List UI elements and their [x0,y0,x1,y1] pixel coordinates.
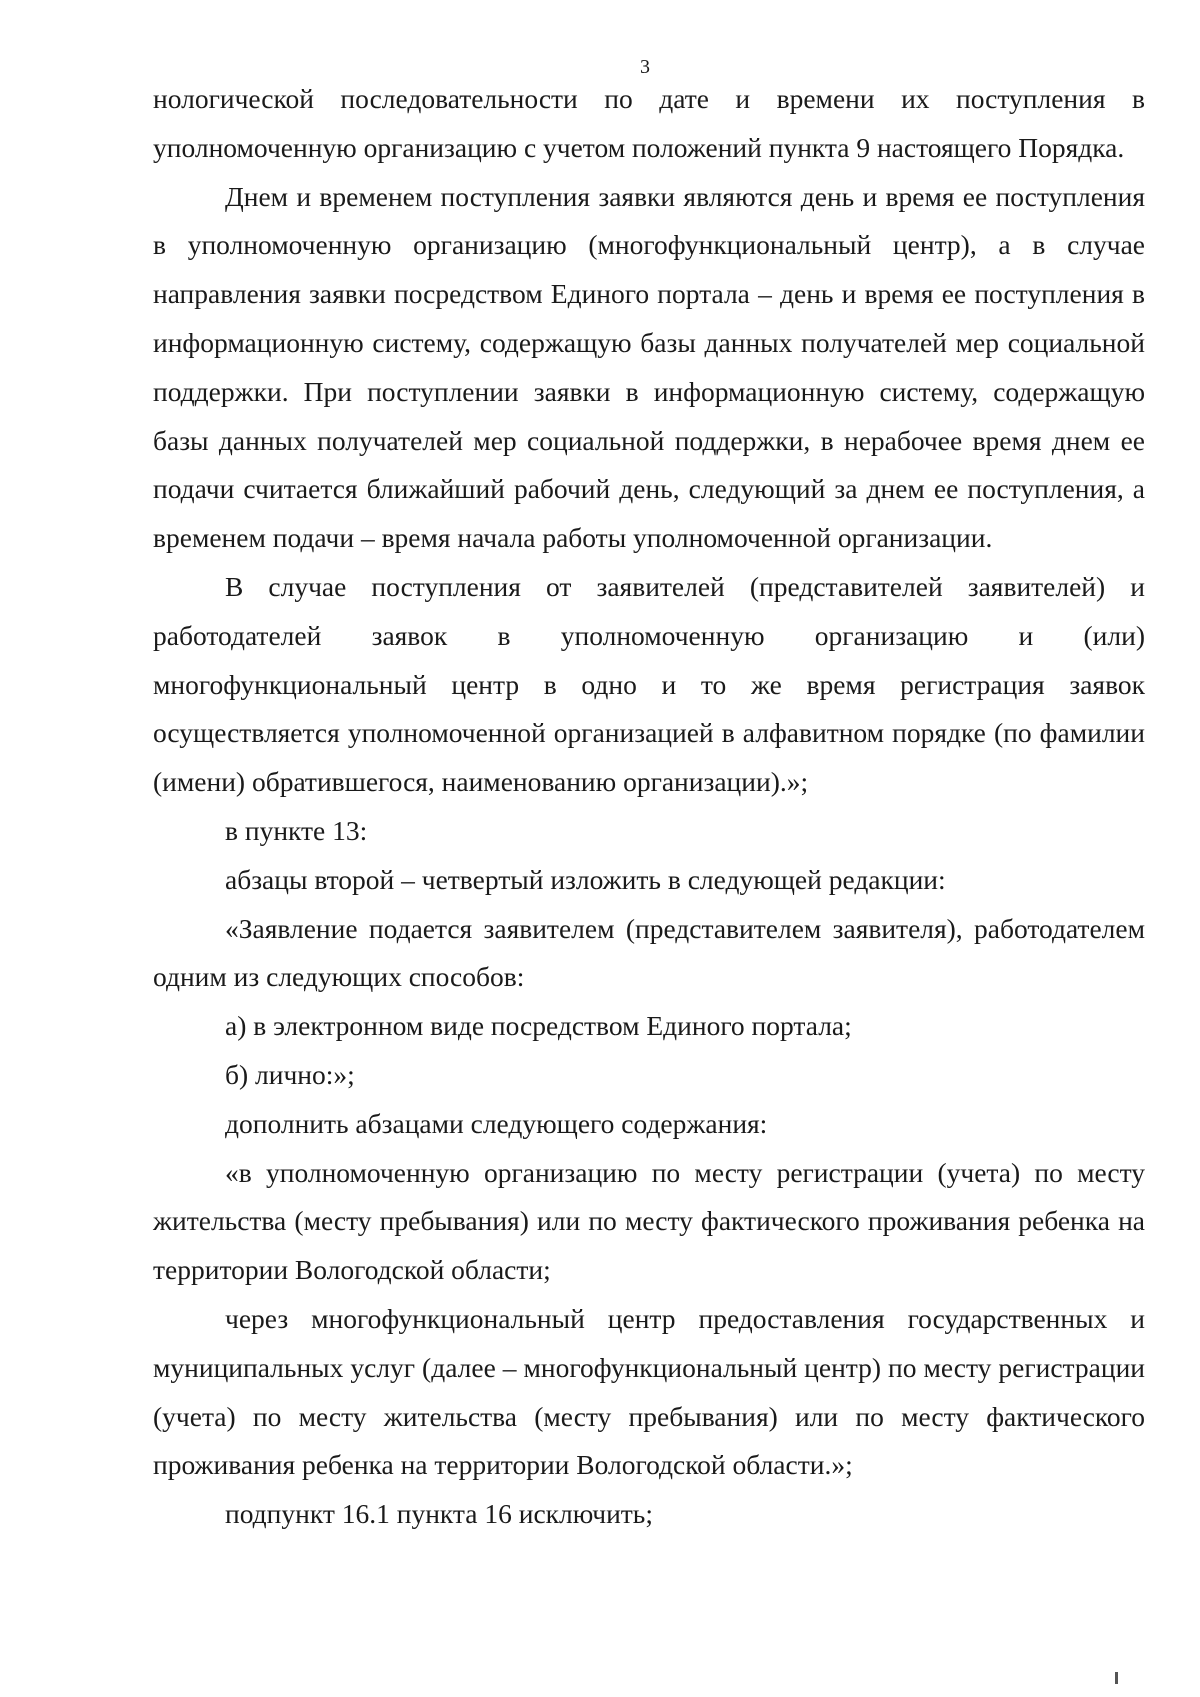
page-number: 3 [640,56,650,78]
paragraph-multifunctional-center: через многофункциональный центр предоставления государственных и муниципальных услуг (далее – многофункциональный центр) по месту регистрации (учета) по месту жительства (месту пребывания) или по месту фактического проживания ребенка на территории Вологодской области.»; [153,1302,1145,1481]
paragraph-clause-13: в пункте 13: [225,814,368,846]
paragraph-exclusion: подпункт 16.1 пункта 16 исключить; [225,1498,653,1530]
paragraph-supplement-instruction: дополнить абзацами следующего содержания: [225,1107,768,1139]
paragraph-authorized-organization: «в уполномоченную организацию по месту регистрации (учета) по месту жительства (месту пребывания) или по месту фактического проживания ребенка на территории Вологодской области; [153,1156,1145,1286]
scan-artifact-mark [1115,1672,1118,1684]
paragraph-simultaneous-receipt: В случае поступления от заявителей (представителей заявителей) и работодателей заявок в уполномоченную организацию и (или) многофункциональный центр в одно и то же время регистрация заявок осуществляется уполномоченной организацией в алфавитном порядке (по фамилии (имени) обратившегося, наименованию организации).»; [153,570,1145,798]
list-item-electronic: а) в электронном виде посредством Единого портала; [225,1010,852,1042]
paragraph-amendment-instruction: абзацы второй – четвертый изложить в следующей редакции: [225,863,946,895]
document-body [153,75,1145,1539]
paragraph-application-methods: «Заявление подается заявителем (представителем заявителя), работодателем одним из следующих способов: [153,912,1145,993]
list-item-in-person: б) лично:»; [225,1058,355,1090]
paragraph-receipt-time: Днем и временем поступления заявки являются день и время ее поступления в уполномоченную организацию (многофункциональный центр), а в случае направления заявки посредством Единого портала – день и время ее поступления в информационную систему, содержащую базы данных получателей мер социальной поддержки. При поступлении заявки в информационную систему, содержащую базы данных получателей мер социальной поддержки, в нерабочее время днем ее подачи считается ближайший рабочий день, следующий за днем ее поступления, а временем подачи – время начала работы уполномоченной организации. [153,180,1145,554]
paragraph-continuation: нологической последовательности по дате и времени их поступления в уполномоченную организацию с учетом положений пункта 9 настоящего Порядка. [153,83,1145,163]
